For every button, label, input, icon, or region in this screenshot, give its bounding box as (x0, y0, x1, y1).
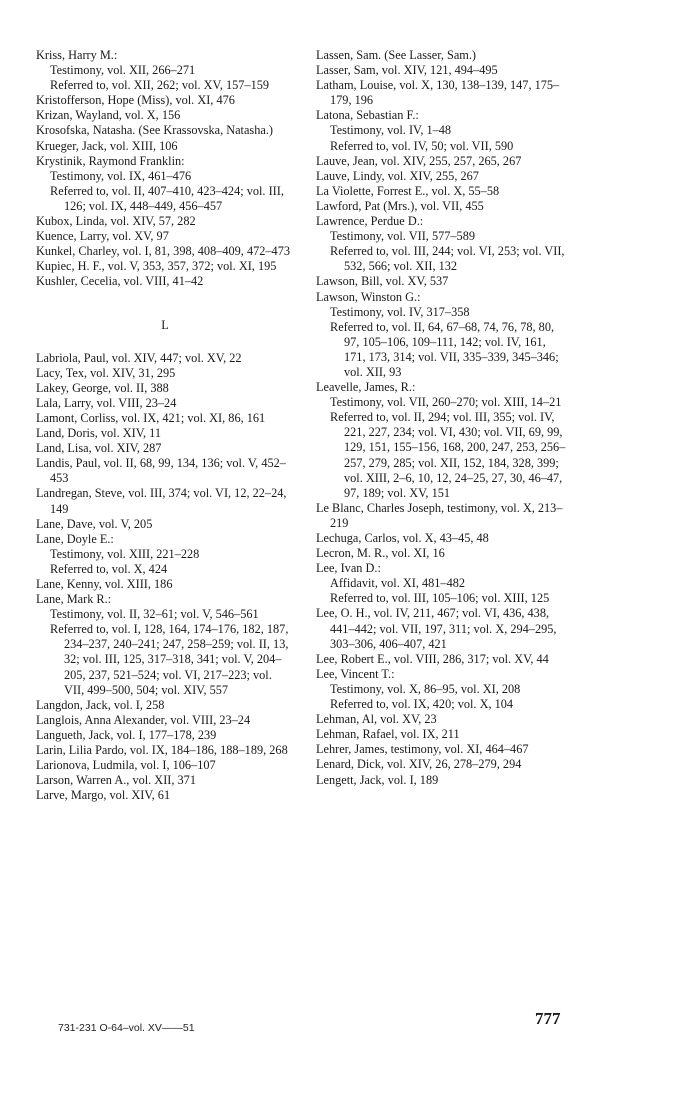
page-number: 777 (535, 1009, 561, 1028)
index-entry: Lenard, Dick, vol. XIV, 26, 278–279, 294 (316, 757, 522, 772)
index-entry: Lehrer, James, testimony, vol. XI, 464–467 (316, 742, 529, 757)
index-entry: Le Blanc, Charles Joseph, testimony, vol. X, 213–219 (316, 500, 563, 530)
index-entry: Kunkel, Charley, vol. I, 81, 398, 408–409, 472–473 (36, 244, 290, 259)
index-entry: Kuence, Larry, vol. XV, 97 (36, 229, 169, 244)
index-entry: Kubox, Linda, vol. XIV, 57, 282 (36, 214, 196, 229)
index-entry: Lawson, Winston G.: (316, 289, 421, 304)
index-subentry: Referred to, vol. II, 64, 67–68, 74, 76, 78, 80, 97, 105–106, 109–111, 142; vol. IV, 161, 171, 173, 314; vol. VII, 335–339, 345–346; vol. XII, 93 (330, 319, 559, 379)
index-entry: Lee, Robert E., vol. VIII, 286, 317; vol. XV, 44 (316, 651, 549, 666)
index-entry: Lane, Mark R.: (36, 592, 112, 607)
index-subentry: Testimony, vol. XIII, 221–228 (50, 546, 200, 561)
index-subentry: Referred to, vol. II, 294; vol. III, 355; vol. IV, 221, 227, 234; vol. VI, 430; vol. VII, 69, 99, 129, 151, 155–156, 168, 200, 247, 253, 256–257, 279, 285; vol. XII, 152, 184, 328, 399; vol. XIII, 2–6, 10, 12, 24–25, 27, 30, 46–47, 97, 189; vol. XV, 151 (330, 410, 566, 500)
index-subentry: Testimony, vol. IV, 317–358 (330, 304, 470, 319)
index-entry: Lecron, M. R., vol. XI, 16 (316, 546, 445, 561)
index-entry: Lala, Larry, vol. VIII, 23–24 (36, 395, 177, 410)
index-subentry: Referred to, vol. I, 128, 164, 174–176, 182, 187, 234–237, 240–241; 247, 258–259; vol. II, 13, 32; vol. III, 125, 317–318, 341; vol. V, 204–205, 237, 521–524; vol. VI, 217–223; vol. VII, 499–500, 504; vol. XIV, 557 (50, 622, 289, 697)
index-entry: Kushler, Cecelia, vol. VIII, 41–42 (36, 274, 204, 289)
print-code: 731-231 O-64–vol. XV——51 (58, 1022, 195, 1034)
index-entry: Labriola, Paul, vol. XIV, 447; vol. XV, 22 (36, 350, 242, 365)
index-subentry: Testimony, vol. IV, 1–48 (330, 123, 452, 138)
index-entry: Langueth, Jack, vol. I, 177–178, 239 (36, 727, 217, 742)
index-subentry: Testimony, vol. IX, 461–476 (50, 168, 192, 183)
index-entry: Leavelle, James, R.: (316, 380, 416, 395)
index-entry: Lee, Vincent T.: (316, 666, 395, 681)
index-entry: Latham, Louise, vol. X, 130, 138–139, 147, 175–179, 196 (316, 78, 560, 108)
index-subentry: Testimony, vol. X, 86–95, vol. XI, 208 (330, 681, 521, 696)
index-subentry: Referred to, vol. X, 424 (50, 561, 168, 576)
index-entry: La Violette, Forrest E., vol. X, 55–58 (316, 183, 500, 198)
index-entry: Land, Lisa, vol. XIV, 287 (36, 441, 162, 456)
index-entry: Lawrence, Perdue D.: (316, 214, 424, 229)
index-entry: Lassen, Sam. (See Lasser, Sam.) (316, 48, 477, 62)
index-entry: Lane, Doyle E.: (36, 531, 114, 546)
index-block-k (36, 48, 294, 290)
index-subentry: Referred to, vol. III, 105–106; vol. XIII, 125 (330, 591, 550, 606)
index-entry: Lakey, George, vol. II, 388 (36, 380, 169, 395)
index-entry: Krueger, Jack, vol. XIII, 106 (36, 138, 178, 153)
index-entry: Lawson, Bill, vol. XV, 537 (316, 274, 449, 289)
index-subentry: Testimony, vol. VII, 577–589 (330, 229, 475, 244)
index-entry: Lawford, Pat (Mrs.), vol. VII, 455 (316, 198, 484, 213)
index-block-l-continued (316, 48, 568, 788)
index-subentry: Referred to, vol. III, 244; vol. VI, 253; vol. VII, 532, 566; vol. XII, 132 (330, 244, 565, 274)
index-entry: Lane, Kenny, vol. XIII, 186 (36, 577, 173, 591)
right-index-column (316, 48, 568, 788)
index-entry: Kupiec, H. F., vol. V, 353, 357, 372; vol. XI, 195 (36, 259, 277, 274)
index-entry: Langlois, Anna Alexander, vol. VIII, 23–24 (36, 712, 251, 727)
index-entry: Langdon, Jack, vol. I, 258 (36, 697, 165, 712)
index-subentry: Referred to, vol. IV, 50; vol. VII, 590 (330, 138, 514, 153)
index-subentry: Referred to, vol. XII, 262; vol. XV, 157–159 (50, 78, 270, 93)
index-entry: Landregan, Steve, vol. III, 374; vol. VI, 12, 22–24, 149 (36, 486, 287, 516)
index-entry: Lee, Ivan D.: (316, 561, 381, 576)
index-entry: Krizan, Wayland, vol. X, 156 (36, 108, 181, 123)
index-subentry: Referred to, vol. IX, 420; vol. X, 104 (330, 697, 514, 712)
index-entry: Latona, Sebastian F.: (316, 108, 419, 123)
index-entry: Lamont, Corliss, vol. IX, 421; vol. XI, 86, 161 (36, 410, 266, 425)
index-entry: Landis, Paul, vol. II, 68, 99, 134, 136; vol. V, 452–453 (36, 456, 286, 486)
index-entry: Lehman, Rafael, vol. IX, 211 (316, 727, 460, 742)
index-entry: Larionova, Ludmila, vol. I, 106–107 (36, 758, 216, 773)
index-entry: Lengett, Jack, vol. I, 189 (316, 772, 439, 787)
index-subentry: Affidavit, vol. XI, 481–482 (330, 576, 466, 591)
index-entry: Lehman, Al, vol. XV, 23 (316, 712, 437, 727)
index-entry: Larin, Lilia Pardo, vol. IX, 184–186, 188–189, 268 (36, 743, 288, 758)
index-entry: Lauve, Jean, vol. XIV, 255, 257, 265, 267 (316, 153, 522, 168)
index-block-l (36, 351, 294, 804)
index-entry: Larson, Warren A., vol. XII, 371 (36, 773, 196, 788)
index-entry: Lee, O. H., vol. IV, 211, 467; vol. VI, 436, 438, 441–442; vol. VII, 197, 311; vol. X, 294–295, 303–306, 406–407, 421 (316, 606, 557, 651)
index-subentry: Referred to, vol. II, 407–410, 423–424; vol. III, 126; vol. IX, 448–449, 456–457 (50, 183, 284, 213)
index-entry: Kriss, Harry M.: (36, 48, 118, 62)
index-entry: Krystinik, Raymond Franklin: (36, 153, 185, 168)
index-entry: Krosofska, Natasha. (See Krassovska, Natasha.) (36, 123, 273, 138)
index-subentry: Testimony, vol. XII, 266–271 (50, 63, 196, 78)
index-entry: Lasser, Sam, vol. XIV, 121, 494–495 (316, 63, 498, 78)
index-entry: Kristofferson, Hope (Miss), vol. XI, 476 (36, 93, 235, 108)
index-entry: Lechuga, Carlos, vol. X, 43–45, 48 (316, 531, 489, 545)
section-letter-heading: L (161, 317, 169, 332)
left-index-column (36, 48, 294, 803)
index-entry: Lacy, Tex, vol. XIV, 31, 295 (36, 365, 176, 380)
index-entry: Lauve, Lindy, vol. XIV, 255, 267 (316, 168, 479, 183)
index-entry: Larve, Margo, vol. XIV, 61 (36, 788, 171, 803)
index-subentry: Testimony, vol. VII, 260–270; vol. XIII, 14–21 (330, 395, 562, 410)
index-entry: Land, Doris, vol. XIV, 11 (36, 426, 162, 441)
index-subentry: Testimony, vol. II, 32–61; vol. V, 546–561 (50, 607, 259, 622)
index-entry: Lane, Dave, vol. V, 205 (36, 516, 153, 531)
